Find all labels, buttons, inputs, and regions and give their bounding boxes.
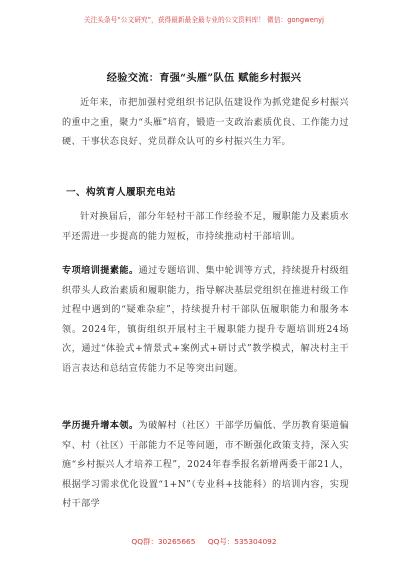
subsection-training-paragraph [62,261,349,379]
contact-footer [0,536,408,547]
intro-text: 近年来，市把加强村党组织书记队伍建设作为抓党建促乡村振兴的重中之重，聚力“头雁”培育，锻造一支政治素质优良、工作能力过硬、干事状态良好、党员群众认可的乡村振兴生力军。 [62,98,349,147]
subsection-lead-training: 专项培训提素能。 [62,265,139,276]
subsection-text-training: 通过专题培训、集中轮训等方式，持续提升村级组织带头人政治素质和履职能力，指导解决基层党组织在推进村级工作过程中遇到的“疑难杂症”，持续提升村干部队伍履职能力和服务本领。2024年，镇街组织开展村主干履职能力提升专题培训班24场次，通过“体验式+情景式+案例式+研讨式”教学模式，解决村主干语言表达和总结宣传能力不足等突出问题。 [62,266,349,374]
section1-text: 针对换届后，部分年轻村干部工作经验不足，履职能力及素质水平还需进一步提高的能力短板，市持续推动村干部培训。 [62,212,349,242]
qq-group-number: QQ群：30265665 [131,537,196,546]
section-heading-1: 一、构筑育人履职充电站 [66,187,176,198]
subsection-education-paragraph [62,416,349,515]
subsection-lead-education: 学历提升增本领。 [62,420,139,431]
subsection-text-education: 为破解村（社区）干部学历偏低、学历教育渠道偏窄、村（社区）干部能力不足等问题，市不断强化政策支持，深入实施“乡村振兴人才培养工程”，2024年春季报名新增两委干部21人，根据学习需求优化设置“1+N”（专业科+技能科）的培训内容，实现村干部学 [62,421,349,509]
document-title: 经验交流：育强“头雁”队伍 赋能乡村振兴 [106,72,302,84]
section1-paragraph [62,208,349,247]
qq-account-number: QQ号：535304092 [207,537,277,546]
intro-paragraph [62,94,349,153]
promo-banner: 关注头条号“公文研究”，获得最新最全最专业的公文资料库！ 微信：gongwenyj [83,16,325,24]
